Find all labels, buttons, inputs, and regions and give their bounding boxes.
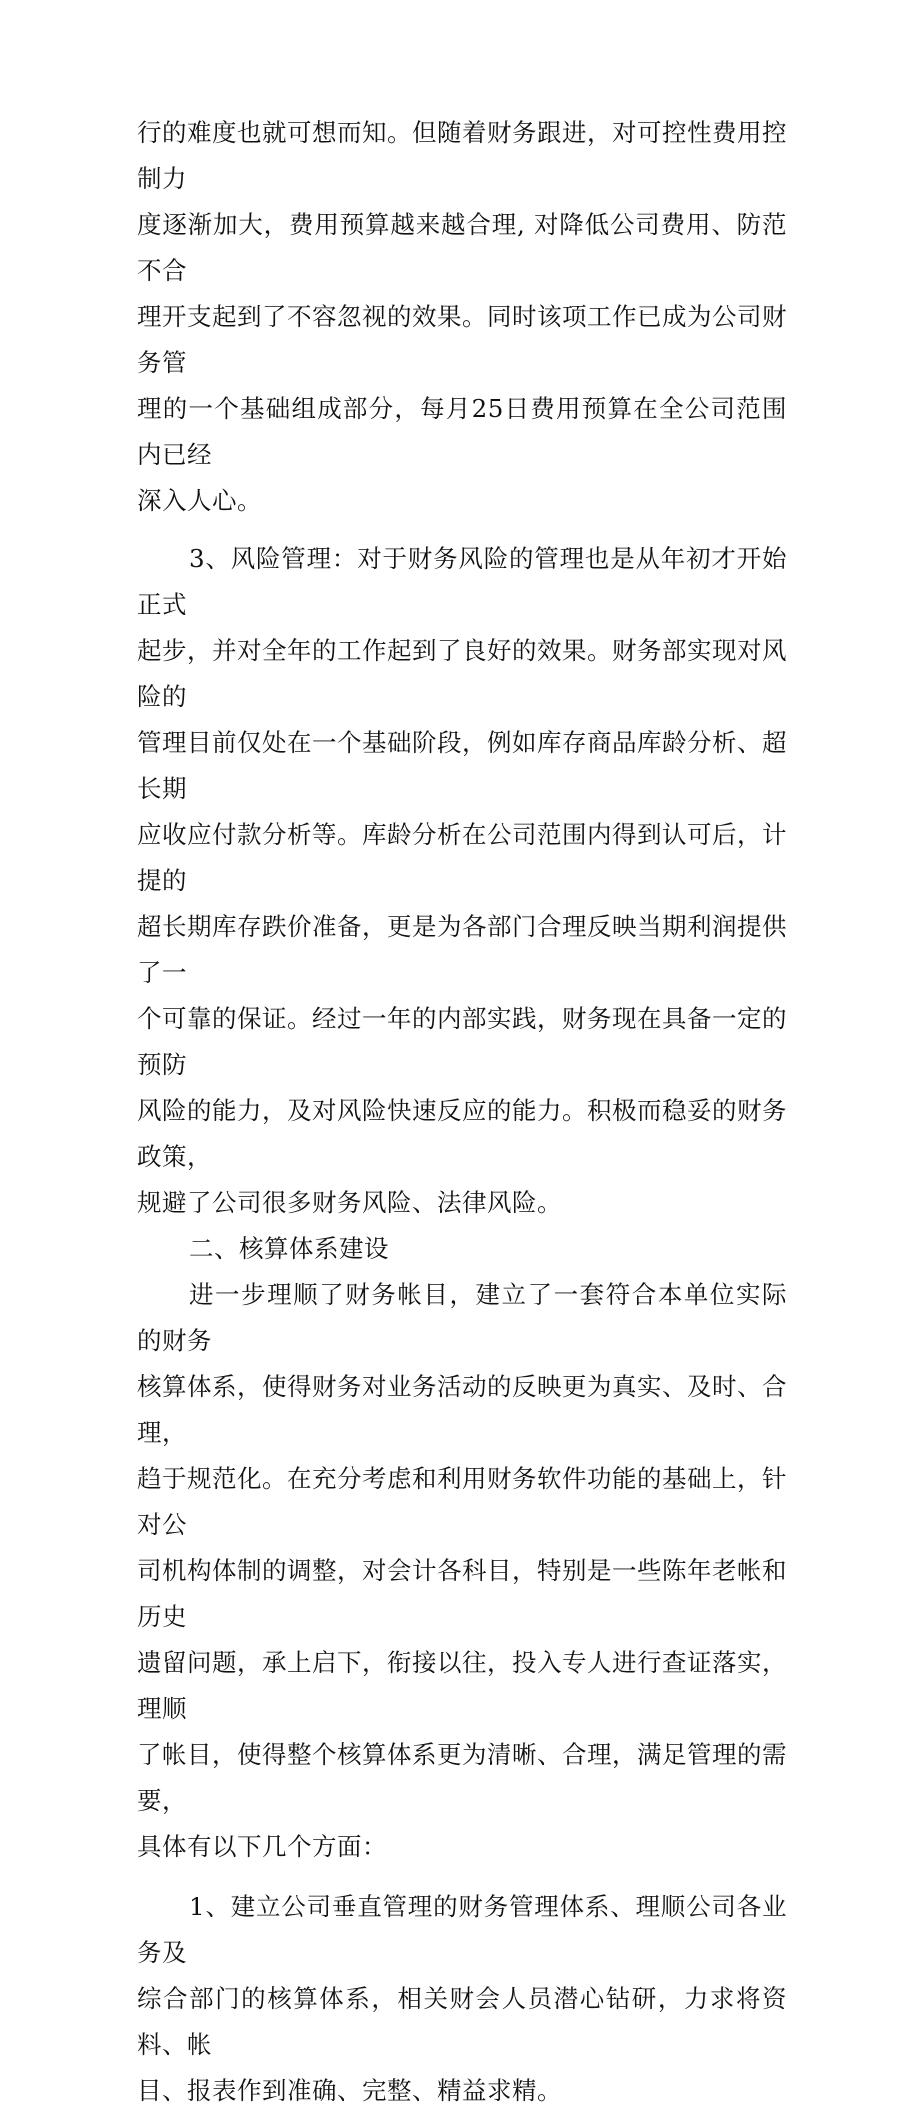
text-line: 综合部门的核算体系，相关财会人员潜心钻研，力求将资料、帐 bbox=[137, 1984, 787, 2059]
text-line: 目、报表作到准确、完整、精益求精。 bbox=[137, 2076, 562, 2105]
text-line: 起步，并对全年的工作起到了良好的效果。财务部实现对风险的 bbox=[137, 636, 787, 711]
text-line: 风险的能力，及对风险快速反应的能力。积极而稳妥的财务政策， bbox=[137, 1096, 787, 1171]
text-line: 核算体系，使得财务对业务活动的反映更为真实、及时、合理， bbox=[137, 1372, 787, 1447]
section-heading-accounting-system bbox=[137, 1226, 787, 1272]
paragraph-vertical-management bbox=[137, 1884, 787, 2114]
text-line: 个可靠的保证。经过一年的内部实践，财务现在具备一定的预防 bbox=[137, 1004, 787, 1079]
text-line: 1、建立公司垂直管理的财务管理体系、理顺公司各业务及 bbox=[137, 1892, 787, 1967]
heading-text: 二、核算体系建设 bbox=[189, 1234, 389, 1263]
text-line: 司机构体制的调整，对会计各科目，特别是一些陈年老帐和历史 bbox=[137, 1556, 787, 1631]
text-line: 超长期库存跌价准备，更是为各部门合理反映当期利润提供了一 bbox=[137, 912, 787, 987]
text-line: 理的一个基础组成部分，每月25日费用预算在全公司范围内已经 bbox=[137, 394, 787, 469]
text-line: 应收应付款分析等。库龄分析在公司范围内得到认可后，计提的 bbox=[137, 820, 787, 895]
text-line: 度逐渐加大，费用预算越来越合理, 对降低公司费用、防范不合 bbox=[137, 210, 787, 285]
text-line: 进一步理顺了财务帐目，建立了一套符合本单位实际的财务 bbox=[137, 1280, 787, 1355]
text-line: 深入人心。 bbox=[137, 486, 262, 515]
text-line: 理开支起到了不容忽视的效果。同时该项工作已成为公司财务管 bbox=[137, 302, 787, 377]
text-line: 规避了公司很多财务风险、法律风险。 bbox=[137, 1188, 562, 1217]
paragraph-accounting-system bbox=[137, 1272, 787, 1870]
paragraph-budget-conclusion bbox=[137, 110, 787, 524]
text-line: 具体有以下几个方面： bbox=[137, 1832, 387, 1861]
text-line: 趋于规范化。在充分考虑和利用财务软件功能的基础上，针对公 bbox=[137, 1464, 787, 1539]
text-line: 管理目前仅处在一个基础阶段，例如库存商品库龄分析、超长期 bbox=[137, 728, 787, 803]
text-line: 了帐目，使得整个核算体系更为清晰、合理，满足管理的需要， bbox=[137, 1740, 787, 1815]
text-line: 3、风险管理：对于财务风险的管理也是从年初才开始正式 bbox=[137, 544, 787, 619]
document-body bbox=[137, 110, 787, 2114]
paragraph-risk-management bbox=[137, 536, 787, 1226]
text-line: 行的难度也就可想而知。但随着财务跟进，对可控性费用控制力 bbox=[137, 118, 787, 193]
text-line: 遗留问题，承上启下，衔接以往，投入专人进行查证落实，理顺 bbox=[137, 1648, 787, 1723]
